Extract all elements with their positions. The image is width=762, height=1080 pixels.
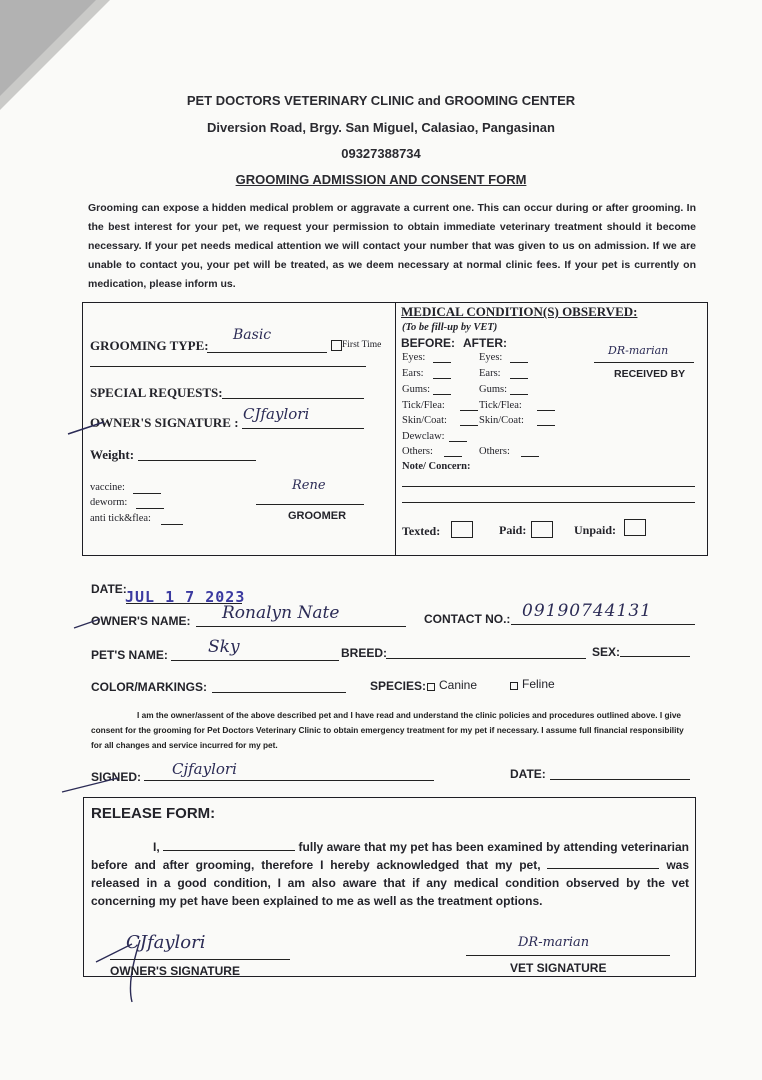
before-item-label: Ears:: [402, 368, 424, 379]
sex-label: SEX:: [592, 645, 621, 659]
after-item-label: Tick/Flea:: [479, 400, 522, 411]
before-label: BEFORE:: [401, 336, 455, 350]
signed-value: Cjfaylori: [172, 760, 237, 778]
clinic-name: PET DOCTORS VETERINARY CLINIC and GROOMING CENTER: [186, 93, 576, 108]
vaccine-label: vaccine:: [90, 482, 125, 493]
pet-name-value: Sky: [208, 637, 240, 657]
before-item-line: [460, 425, 478, 426]
medical-title: MEDICAL CONDITION(S) OBSERVED:: [401, 304, 638, 319]
weight-label: Weight:: [90, 447, 135, 462]
received-by-label: RECEIVED BY: [614, 368, 686, 380]
intro-paragraph: Grooming can expose a hidden medical problem or aggravate a current one. This can occur during or after grooming. In the best interest for your pet, we request your permission to obtain immediate veterinary treatment should it become necessary. If your pet needs medical attention we will contact your number that was given to us on admission. If we are unable to contact you, your pet will be treated, as we deem necessary at normal clinic fees. If your pet is currently on medication, please inform us.: [88, 202, 696, 290]
pet-name-label: PET'S NAME:: [91, 648, 168, 662]
canine-checkbox[interactable]: [427, 683, 435, 691]
special-requests-line: [222, 398, 364, 399]
after-item-label: Ears:: [479, 368, 501, 379]
first-time-checkbox[interactable]: [331, 340, 342, 351]
date-stamp: JUL 1 7 2023: [125, 588, 246, 606]
weight-line: [138, 460, 256, 461]
release-title: RELEASE FORM:: [91, 805, 216, 822]
before-item-line: [433, 394, 451, 395]
deworm-line: [136, 508, 164, 509]
paid-label: Paid:: [499, 523, 527, 537]
grooming-type-line2: [90, 366, 366, 367]
before-item-line: [433, 378, 451, 379]
form-title: GROOMING ADMISSION AND CONSENT FORM: [235, 172, 527, 187]
before-item-line: [449, 441, 467, 442]
texted-checkbox[interactable]: [451, 521, 473, 538]
breed-line: [386, 658, 586, 659]
grooming-type-value: Basic: [233, 327, 272, 343]
after-item-label: Eyes:: [479, 352, 503, 363]
release-owner-label: OWNER'S SIGNATURE: [110, 964, 240, 978]
deworm-label: deworm:: [90, 497, 128, 508]
after-item-line: [510, 362, 528, 363]
signed-line: [144, 780, 434, 781]
owner-signature-label: OWNER'S SIGNATURE :: [90, 415, 239, 430]
release-i: I,: [153, 840, 160, 854]
owner-name-stroke: [72, 616, 102, 630]
before-item-label: Others:: [402, 446, 433, 457]
color-markings-label: COLOR/MARKINGS:: [91, 680, 207, 694]
clinic-phone: 09327388734: [341, 146, 421, 161]
antitick-label: anti tick&flea:: [90, 513, 151, 524]
color-markings-line: [212, 692, 346, 693]
consent-date-label: DATE:: [510, 767, 546, 781]
special-requests-label: SPECIAL REQUESTS:: [90, 385, 223, 400]
before-item-label: Tick/Flea:: [402, 400, 445, 411]
before-item-line: [444, 456, 462, 457]
sex-line: [620, 656, 690, 657]
release-text-1: fully aware that my pet has been examined by attending veterinarian before and after grooming, therefore I hereby acknowledged that my pet,: [91, 840, 689, 872]
antitick-line: [161, 524, 183, 525]
before-item-line: [460, 410, 478, 411]
owner-name-label: OWNER'S NAME:: [91, 614, 191, 628]
after-item-label: Gums:: [479, 384, 508, 395]
feline-label: Feline: [522, 677, 555, 691]
before-item-line: [433, 362, 451, 363]
date-label: DATE:: [91, 582, 127, 596]
note-line-2: [402, 502, 695, 503]
texted-label: Texted:: [402, 524, 441, 538]
medical-subtitle: (To be fill-up by VET): [402, 322, 498, 333]
pet-name-line: [171, 660, 339, 661]
vaccine-line: [133, 493, 161, 494]
paid-checkbox[interactable]: [531, 521, 553, 538]
after-item-line: [510, 378, 528, 379]
groomer-line: [256, 504, 364, 505]
note-line-1: [402, 486, 695, 487]
groomer-name: Rene: [292, 478, 326, 493]
signature-stroke: [66, 418, 106, 438]
before-item-label: Gums:: [402, 384, 431, 395]
box-divider: [395, 302, 396, 556]
release-pet-blank: [547, 858, 659, 869]
owner-name-line: [196, 626, 406, 627]
contact-value: 09190744131: [522, 601, 652, 621]
after-item-line: [521, 456, 539, 457]
groomer-label: GROOMER: [288, 510, 347, 522]
after-item-label: Skin/Coat:: [479, 415, 524, 426]
before-item-label: Skin/Coat:: [402, 415, 447, 426]
note-label: Note/ Concern:: [402, 461, 471, 472]
contact-line: [511, 624, 695, 625]
signed-label: SIGNED:: [91, 770, 142, 784]
grooming-type-label: GROOMING TYPE:: [90, 338, 209, 353]
after-item-line: [537, 410, 555, 411]
release-paragraph: [91, 838, 689, 910]
breed-label: BREED:: [341, 646, 388, 660]
contact-label: CONTACT NO.:: [424, 612, 511, 626]
owner-signature-line: [242, 428, 364, 429]
before-item-label: Eyes:: [402, 352, 426, 363]
release-text-2: was released in a good condition, I am also aware that if any medical condition observed by the vet concerning my pet have been explained to me as well as the treatment options.: [91, 858, 690, 908]
release-owner-blank: [163, 840, 295, 851]
unpaid-checkbox[interactable]: [624, 519, 646, 536]
after-item-label: Others:: [479, 446, 510, 457]
canine-label: Canine: [439, 678, 478, 692]
release-owner-signature: CJfaylori: [126, 932, 206, 953]
after-item-line: [537, 425, 555, 426]
after-label: AFTER:: [463, 336, 507, 350]
consent-date-line: [550, 779, 690, 780]
signed-stroke: [60, 772, 120, 796]
release-vet-label: VET SIGNATURE: [510, 961, 607, 975]
before-item-label: Dewclaw:: [402, 431, 445, 442]
feline-checkbox[interactable]: [510, 682, 518, 690]
owner-signature-value: CJfaylori: [243, 405, 310, 423]
consent-paragraph: I am the owner/assent of the above described pet and I have read and understand the clinic policies and procedures outlined above. I give consent for the grooming for Pet Doctors Veterinary Clinic to obtain emergency treatment for my pet if necessary. I assume full financial responsibility for all changes and service incurred for my pet.: [91, 710, 684, 750]
received-by-line: [594, 362, 694, 363]
after-item-line: [510, 394, 528, 395]
first-time-label: First Time: [342, 340, 382, 350]
received-by-name: DR-marian: [608, 344, 669, 357]
release-vet-line: [466, 955, 670, 956]
unpaid-label: Unpaid:: [574, 523, 617, 537]
release-vet-signature: DR-marian: [518, 935, 590, 950]
owner-name-value: Ronalyn Nate: [222, 603, 340, 623]
grooming-type-line: [207, 352, 327, 353]
clinic-address: Diversion Road, Brgy. San Miguel, Calasiao, Pangasinan: [207, 120, 555, 135]
species-label: SPECIES:: [370, 679, 427, 693]
release-owner-line: [110, 959, 290, 960]
